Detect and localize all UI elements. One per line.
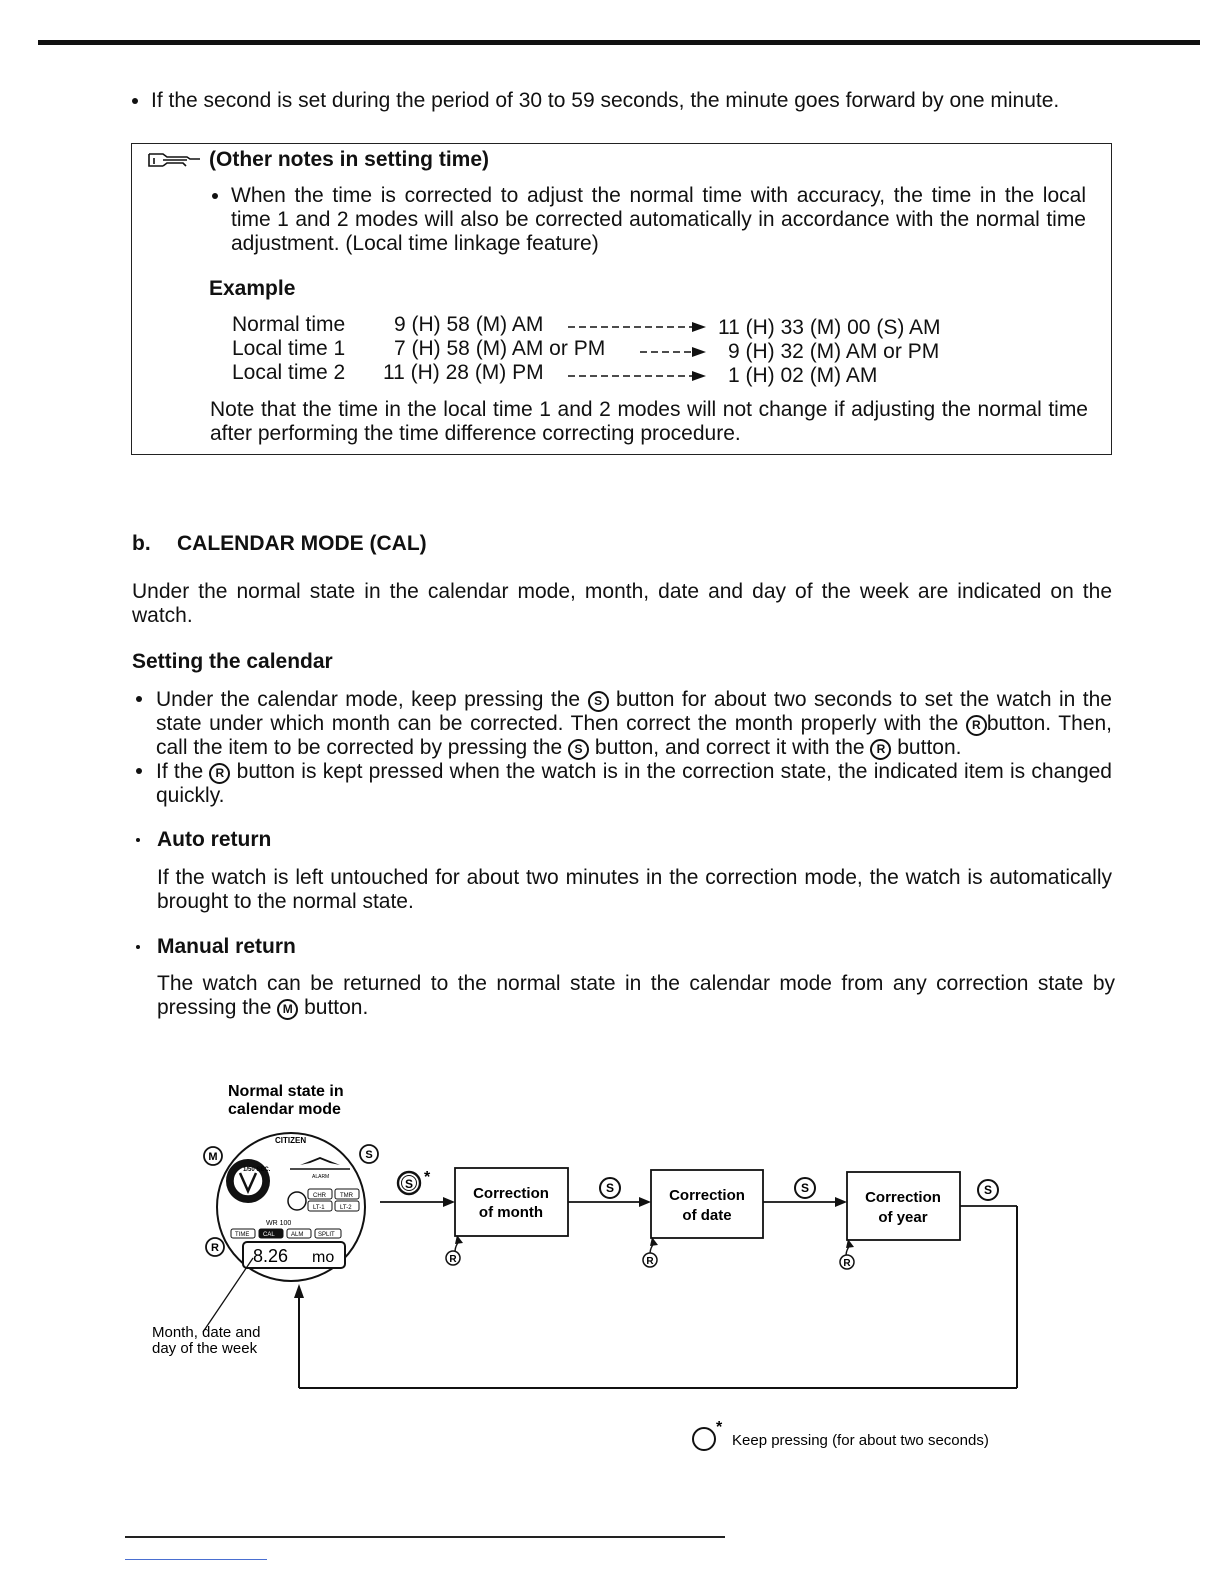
watch-lcd-date: 8.26 <box>253 1246 289 1266</box>
watch-lt2-label: LT-2 <box>340 1205 352 1211</box>
watch-alm-label: ALM <box>291 1232 304 1238</box>
normal-state-label-1: Normal state in <box>228 1083 344 1100</box>
bottom-link-underline <box>125 1559 267 1560</box>
watch-split-label: SPLIT <box>318 1232 335 1238</box>
example-before-local2: 11 (H) 28 (M) PM <box>383 361 544 384</box>
bottom-rule <box>125 1536 725 1538</box>
r-button-icon: R <box>870 739 891 760</box>
notes-footer-text: Note that the time in the local time 1 and 2 modes will not change if adjusting the normal time after performing the time difference correcting procedure. <box>210 398 1088 445</box>
watch-alarm-label: ALARM <box>312 1174 330 1180</box>
example-label-local2: Local time 2 <box>232 361 346 384</box>
watch-wr-label: WR 100 <box>266 1220 292 1227</box>
notes-bullet-text: When the time is corrected to adjust the normal time with accuracy, the time in the local time 1 and 2 modes will also be corrected automatically in accordance with the normal time adjustment. (Local time linkage feature) <box>231 184 1086 255</box>
svg-text:M: M <box>208 1151 218 1163</box>
correction-date-box <box>651 1170 763 1238</box>
legend-star: * <box>716 1419 723 1436</box>
section-letter: b. <box>132 532 151 555</box>
example-arrows <box>560 315 720 385</box>
watch-sec-label: 1/50 SEC. <box>243 1167 271 1173</box>
section-title: CALENDAR MODE (CAL) <box>177 532 427 555</box>
normal-state-label-2: calendar mode <box>228 1101 341 1118</box>
watch-lcd-day: mo <box>312 1249 335 1266</box>
svg-text:R: R <box>449 1254 457 1265</box>
manual-return-text: The watch can be returned to the normal state in the calendar mode from any correction state by pressing the M button. <box>157 972 1115 1019</box>
watch-chr-label: CHR <box>313 1193 326 1199</box>
month-date-caption-1: Month, date and <box>152 1324 261 1341</box>
correction-year-box <box>847 1172 960 1240</box>
bullet <box>136 838 140 842</box>
r-button-icon: R <box>966 715 987 736</box>
watch-face-illustration <box>217 1133 365 1281</box>
auto-return-text: If the watch is left untouched for about two minutes in the correction mode, the watch is automatically brought to the normal state. <box>157 866 1112 913</box>
svg-text:R: R <box>843 1258 851 1269</box>
s-button-icon: S <box>588 691 609 712</box>
section-intro: Under the normal state in the calendar mode, month, date and day of the week are indicated on the watch. <box>132 580 1112 627</box>
bullet <box>132 98 138 104</box>
bullet <box>136 768 142 774</box>
s-button-icon: S <box>568 739 589 760</box>
long-press-star: * <box>424 1169 431 1186</box>
svg-text:of month: of month <box>478 1204 544 1221</box>
calendar-flow-diagram <box>0 1070 1224 1470</box>
setting-heading: Setting the calendar <box>132 650 333 673</box>
example-before-normal: 9 (H) 58 (M) AM <box>394 313 544 336</box>
watch-lt1-label: LT-1 <box>313 1205 325 1211</box>
svg-text:Correction: Correction <box>865 1189 941 1206</box>
svg-text:R: R <box>646 1256 654 1267</box>
top-bullet-text: If the second is set during the period of 30 to 59 seconds, the minute goes forward by one minute. <box>151 89 1060 112</box>
svg-text:Correction: Correction <box>669 1187 745 1204</box>
example-heading: Example <box>209 277 296 300</box>
example-after-local2: 1 (H) 02 (M) AM <box>728 364 878 387</box>
bullet <box>136 945 140 949</box>
watch-tmr-label: TMR <box>340 1193 353 1199</box>
svg-text:of year: of year <box>878 1209 928 1226</box>
svg-text:S: S <box>605 1181 615 1195</box>
svg-text:R: R <box>211 1242 219 1254</box>
svg-text:S: S <box>983 1183 993 1197</box>
notes-title: (Other notes in setting time) <box>209 148 490 171</box>
top-rule <box>38 40 1200 45</box>
watch-cal-label: CAL <box>263 1232 275 1238</box>
footnote-text: Keep pressing (for about two seconds) <box>732 1432 989 1449</box>
bullet <box>136 696 142 702</box>
example-label-local1: Local time 1 <box>232 337 346 360</box>
manual-return-heading: Manual return <box>157 935 296 958</box>
setting-bullet-1: Under the calendar mode, keep pressing the S button for about two seconds to set the watch in the state under which month can be corrected. Then correct the month properly with the R button. Then, call the item to be corrected by pressing the S button, and correct it with the R button. <box>156 688 1113 759</box>
watch-time-label: TIME <box>235 1232 250 1238</box>
svg-text:S: S <box>404 1177 414 1191</box>
svg-text:of date: of date <box>682 1207 732 1224</box>
setting-bullet-2: If the R button is kept pressed when the watch is in the correction state, the indicated item is changed quickly. <box>156 760 1112 807</box>
auto-return-heading: Auto return <box>157 828 272 851</box>
month-date-caption-2: day of the week <box>152 1340 258 1357</box>
example-before-local1: 7 (H) 58 (M) AM or PM <box>394 337 606 360</box>
svg-text:S: S <box>800 1181 810 1195</box>
svg-text:S: S <box>365 1149 373 1161</box>
m-button-icon: M <box>277 999 298 1020</box>
example-after-local1: 9 (H) 32 (M) AM or PM <box>728 340 940 363</box>
example-after-normal: 11 (H) 33 (M) 00 (S) AM <box>718 316 941 339</box>
r-button-icon: R <box>209 763 230 784</box>
long-press-legend-icon <box>693 1428 715 1450</box>
watch-brand: CITIZEN <box>275 1136 307 1145</box>
bullet <box>212 193 218 199</box>
correction-month-box <box>455 1168 568 1236</box>
svg-text:Correction: Correction <box>473 1185 549 1202</box>
example-label-normal: Normal time <box>232 313 346 336</box>
pointing-hand-icon <box>146 150 202 170</box>
